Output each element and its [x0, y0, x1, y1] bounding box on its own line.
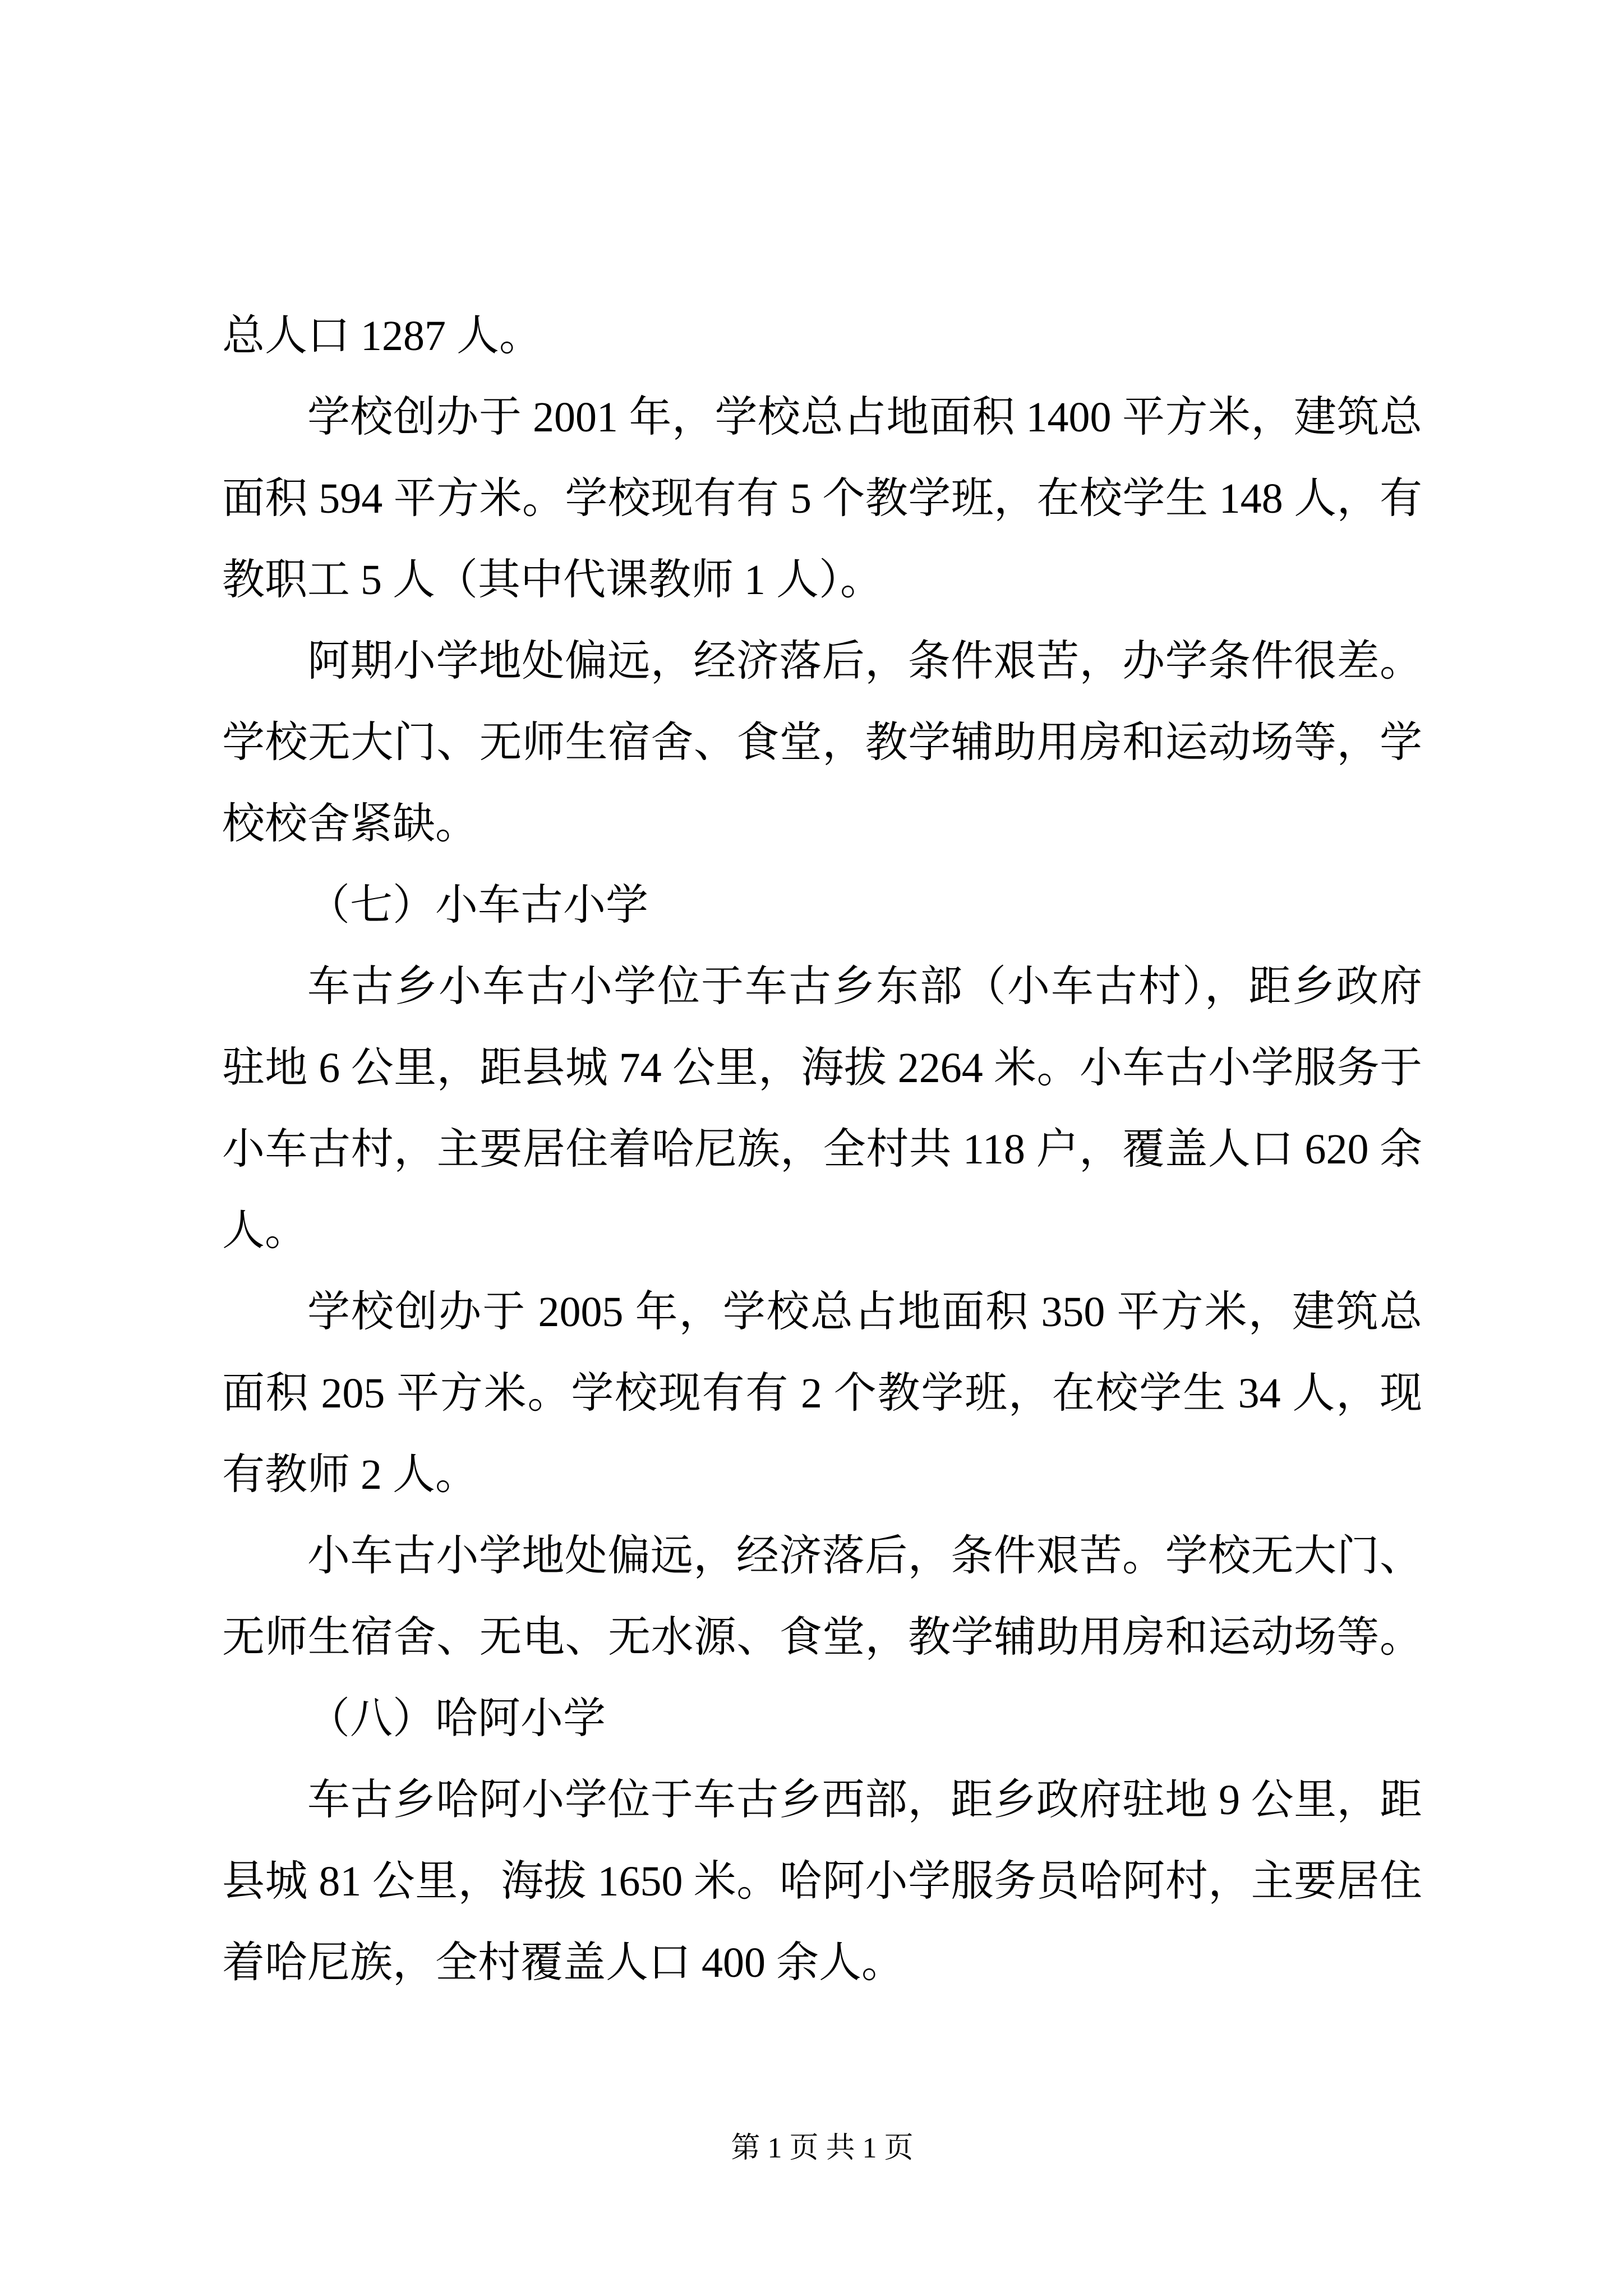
text-line: 人。	[222, 1207, 307, 1254]
text-line: 车古乡小车古小学位于车古乡东部（小车古村），距乡政府	[307, 963, 1422, 1010]
text-line: 小车古小学地处偏远，经济落后，条件艰苦。学校无大门、	[307, 1533, 1422, 1580]
text-line: 阿期小学地处偏远，经济落后，条件艰苦，办学条件很差。	[307, 638, 1422, 685]
text-line: 面积 205 平方米。学校现有有 2 个教学班，在校学生 34 人，现	[222, 1370, 1422, 1417]
section-heading: （七）小车古小学	[307, 882, 648, 929]
text-line: 车古乡哈阿小学位于车古乡西部，距乡政府驻地 9 公里，距	[307, 1777, 1422, 1824]
text-line: 学校无大门、无师生宿舍、食堂，教学辅助用房和运动场等，学	[222, 719, 1422, 766]
text-line: 驻地 6 公里，距县城 74 公里，海拔 2264 米。小车古小学服务于	[222, 1045, 1422, 1092]
section-heading: （八）哈阿小学	[307, 1695, 606, 1742]
text-line: 学校创办于 2001 年，学校总占地面积 1400 平方米，建筑总	[307, 394, 1422, 441]
document-body	[222, 296, 1422, 2004]
text-line: 面积 594 平方米。学校现有有 5 个教学班，在校学生 148 人，有	[222, 475, 1422, 522]
text-line: 着哈尼族，全村覆盖人口 400 余人。	[222, 1939, 904, 1986]
text-line: 有教师 2 人。	[222, 1451, 478, 1498]
text-line: 无师生宿舍、无电、无水源、食堂，教学辅助用房和运动场等。	[222, 1614, 1422, 1661]
text-line: 小车古村，主要居住着哈尼族，全村共 118 户，覆盖人口 620 余	[222, 1126, 1422, 1173]
text-line: 学校创办于 2005 年，学校总占地面积 350 平方米，建筑总	[307, 1289, 1422, 1336]
text-line: 县城 81 公里，海拔 1650 米。哈阿小学服务员哈阿村，主要居住	[222, 1858, 1422, 1905]
text-line: 总人口 1287 人。	[222, 312, 542, 360]
page-footer: 第 1 页 共 1 页	[731, 2132, 914, 2164]
text-line: 教职工 5 人（其中代课教师 1 人）。	[222, 556, 883, 604]
text-line: 校校舍紧缺。	[222, 800, 478, 848]
